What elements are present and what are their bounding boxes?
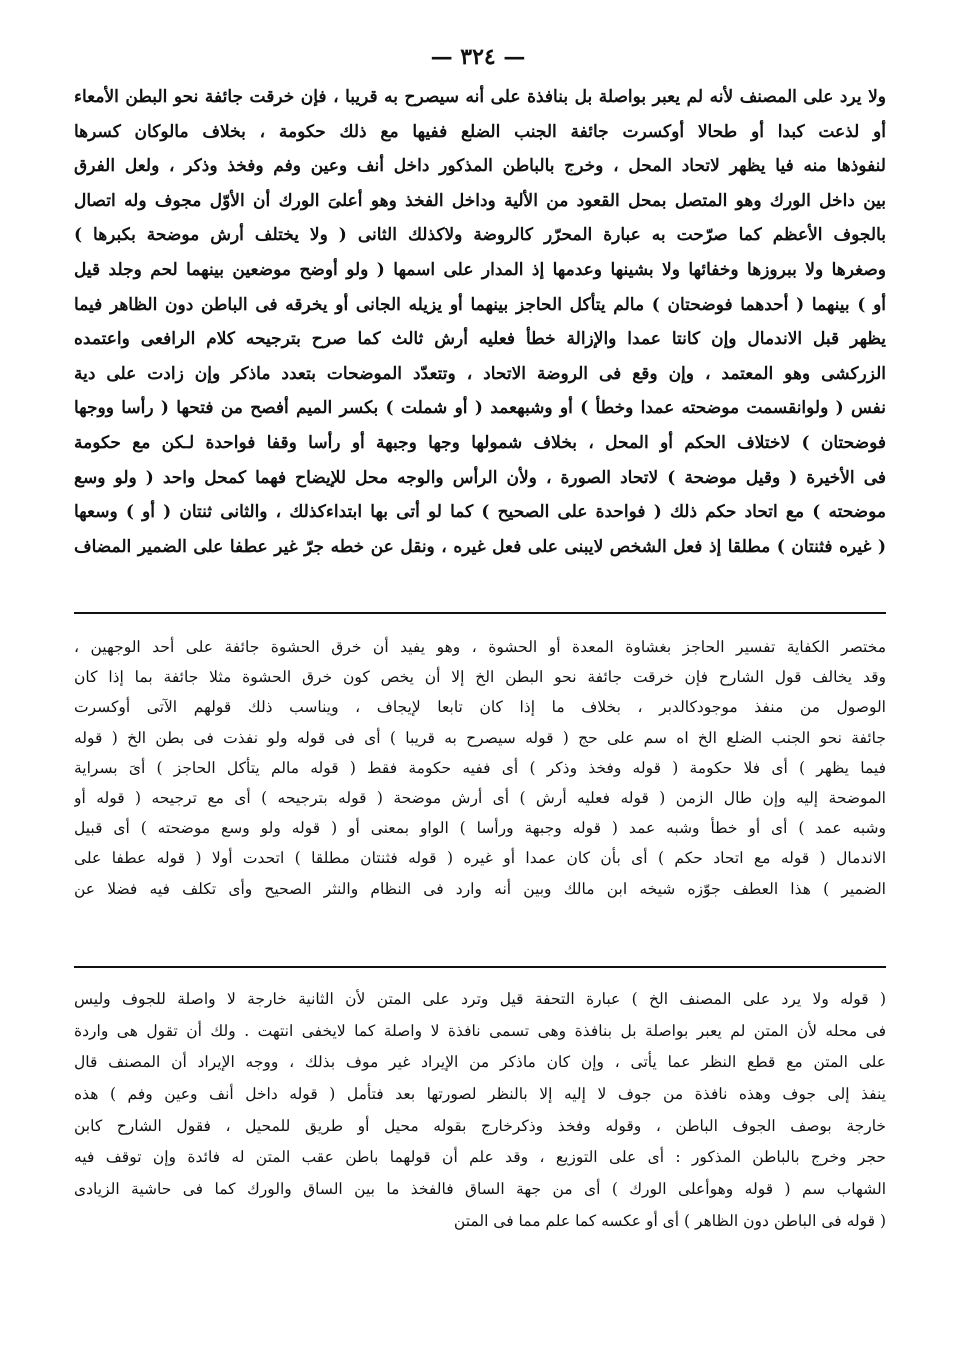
main-line: ولا يرد على المصنف لأنه لم يعبر بواصلة بل بنافذة على أنه سيصرح به قريبا ، فإن خرقت جائفة نحو البطن الأمعاء [74, 87, 886, 107]
footnote-line: فى محله لأن المتن لم يعبر بواصلة بل بنافذة وهى تسمى نافذة لا واصلة كما لايخفى انتهت . ولك أن تقول هى واردة [74, 1021, 886, 1040]
main-line: أو لذعت كبدا أو طحالا أوكسرت جائفة الجنب الضلع ففيها مع ذلك حكومة ، بخلاف مالوكان كسرها [74, 121, 886, 142]
main-line: ( غيره فثنتان ) مطلقا إذ فعل الشخص لايبنى على فعل غيره ، ونقل عن خطه جرّ غير عطفا على الضمير المضاف [74, 536, 886, 557]
footnote-line: على المتن مع قطع النظر عما يأتى ، وإن كان ماذكر من الإيراد غير موف بذلك ، ووجه الإيراد أن المصنف قال [74, 1053, 886, 1072]
commentary-text-block [74, 632, 886, 904]
commentary-line: الموضحة إليه وإن طال الزمن ( قوله فعليه أرش ) أى أرش موضحة ( قوله بترجيحه ) أى مع ترجيحه ( قوله أو [74, 788, 886, 807]
main-line: الزركشى وهو المعتمد ، وإن وقع فى الروضة الاتحاد ، وتتعدّد الموضحات بتعدد ماذكر وإن زادت على دية [74, 363, 886, 384]
footnote-line: ( قوله ولا يرد على المصنف الخ ) عبارة التحفة قيل وترد على المتن لأن الثانية خارجة لا واصلة للجوف وليس [74, 990, 886, 1008]
commentary-line: وشبه عمد ) أى أو خطأ وشبه عمد ( قوله وجبهة ورأسا ) الواو بمعنى أو ( قوله ولو وسع موضحته ) أى قبيل [74, 819, 886, 838]
separator-rule-bottom [74, 966, 886, 968]
commentary-line: مختصر الكفاية تفسير الحاجز بغشاوة المعدة أو الحشوة ، وهو يفيد أن خرق الحشوة جائفة على أحد الوجهين ، [74, 638, 886, 656]
commentary-line: الوصول من منفذ موجودكالدبر ، بخلاف ما إذا كان تابعا لإيجاف ، ويناسب ذلك قولهم الآتى أوكسرت [74, 698, 886, 717]
main-line: موضحته ) مع اتحاد حكم ذلك ( فواحدة على الصحيح ) كما لو أتى بها ابتداءكذلك ، والثانى ثنتان ( أو ) وسعها [74, 502, 886, 523]
main-line: لنفوذها منه فيا يظهر لاتحاد المحل ، وخرج بالباطن المذكور داخل أنف وعين وفم وفخذ وذكر ، ولعل الفرق [74, 156, 886, 177]
main-line: أو ) بينهما ( أحدهما فوضحتان ) مالم يتأكل الحاجز بينهما أو يزيله الجانى أو يخرقه فى الباطن دون الظاهر فيما [74, 294, 886, 315]
main-line: يظهر قبل الاندمال وإن كانتا عمدا والإزالة خطأ فعليه أرش ثالث كما صرح بترجيحه كلام الرافعى واعتمده [74, 329, 886, 350]
main-line: نفس ( ولوانقسمت موضحته عمدا وخطأ ) أو وشبهعمد ( أو شملت ) بكسر الميم أفصح من فتحها ( رأسا ووجها [74, 398, 886, 419]
main-line: فى الأخيرة ( وقيل موضحة ) لاتحاد الصورة ، ولأن الرأس والوجه محل للإيضاح فهما كمحل واحد ( ولو وسع [74, 467, 886, 488]
commentary-line: فيما يظهر ) أى فلا حكومة ( قوله وفخذ وذكر ) أى ففيه حكومة فقط ( قوله مالم يتأكل الحاجز ) أىَ بسراية [74, 758, 886, 777]
footnote-line: ينفذ إلى جوف وهذه نافذة من جوف لا إليه إلا بالنظر لصورتها بعد فتأمل ( قوله داخل أنف وعين وفم ) هذه [74, 1085, 886, 1104]
footnote-line: خارجة بوصف الجوف الباطن ، وقوله وفخذ وذكرخارج بقوله محيل أو طريق للمحيل ، فقول الشارح كابن [74, 1116, 886, 1135]
footnote-line: ( قوله فى الباطن دون الظاهر ) أى أو عكسه كما علم مما فى المتن [453, 1211, 886, 1230]
footnote-line: الشهاب سم ( قوله وهوأعلى الورك ) أى من جهة الساق فالفخذ ما بين الساق والورك كما فى حاشية الزيادى [74, 1180, 886, 1199]
main-line: بالجوف الأعظم كما صرّحت به عبارة المحرّر كالروضة ولاكذلك الثانى ( ولا يختلف أرش موضحة بكبرها ) [74, 225, 886, 246]
commentary-line: وقد يخالف قول الشارح فإن خرقت جائفة نحو البطن الخ إلا أن يخص كون خرق الحشوة مثلا جائفة بما إذا كان [74, 668, 886, 687]
commentary-line: الاندمال ( قوله مع اتحاد حكم ) أى بأن كان عمدا أو غيره ( قوله فثنتان مطلقا ) اتحدت أولا ( قوله عطفا على [74, 849, 886, 868]
commentary-line: جائفة نحو الجنب الضلع الخ اه سم على حج ( قوله سيصرح به قريبا ) أى فى قوله ولو نفذت فى بطن الخ ( قوله [74, 728, 886, 747]
commentary-line: الضمير ) هذا العطف جوّزه شيخه ابن مالك وبين أنه وارد فى النظام والنثر الصحيح وأى تكلف فيه فضلا عن [74, 879, 886, 898]
footnote-line: حجر وخرج بالباطن المذكور : أى على التوزيع ، وقد علم أن قولهما باطن عقب المتن له فائدة وإن توقف فيه [74, 1148, 886, 1167]
main-line: بين داخل الورك وهو المتصل بمحل القعود من الألية وداخل الفخذ وهو أعلىَ الورك أن الأوّل مجوف وله اتصال [74, 190, 886, 211]
main-text-block [74, 80, 886, 564]
main-line: فوضحتان ) لاختلاف الحكم أو المحل ، بخلاف شمولها وجها وجبهة أو رأسا وقفا فواحدة لـكن مع حكومة [74, 432, 886, 453]
footnote-text-block [74, 984, 886, 1238]
page-number: — ٣٢٤ — [430, 44, 526, 70]
separator-rule-top [74, 612, 886, 614]
main-line: وصغرها ولا ببروزها وخفائها ولا بشينها وعدمها إذ المدار على اسمها ( ولو أوضح موضعين بينهما لحم وجلد قيل [74, 259, 886, 280]
